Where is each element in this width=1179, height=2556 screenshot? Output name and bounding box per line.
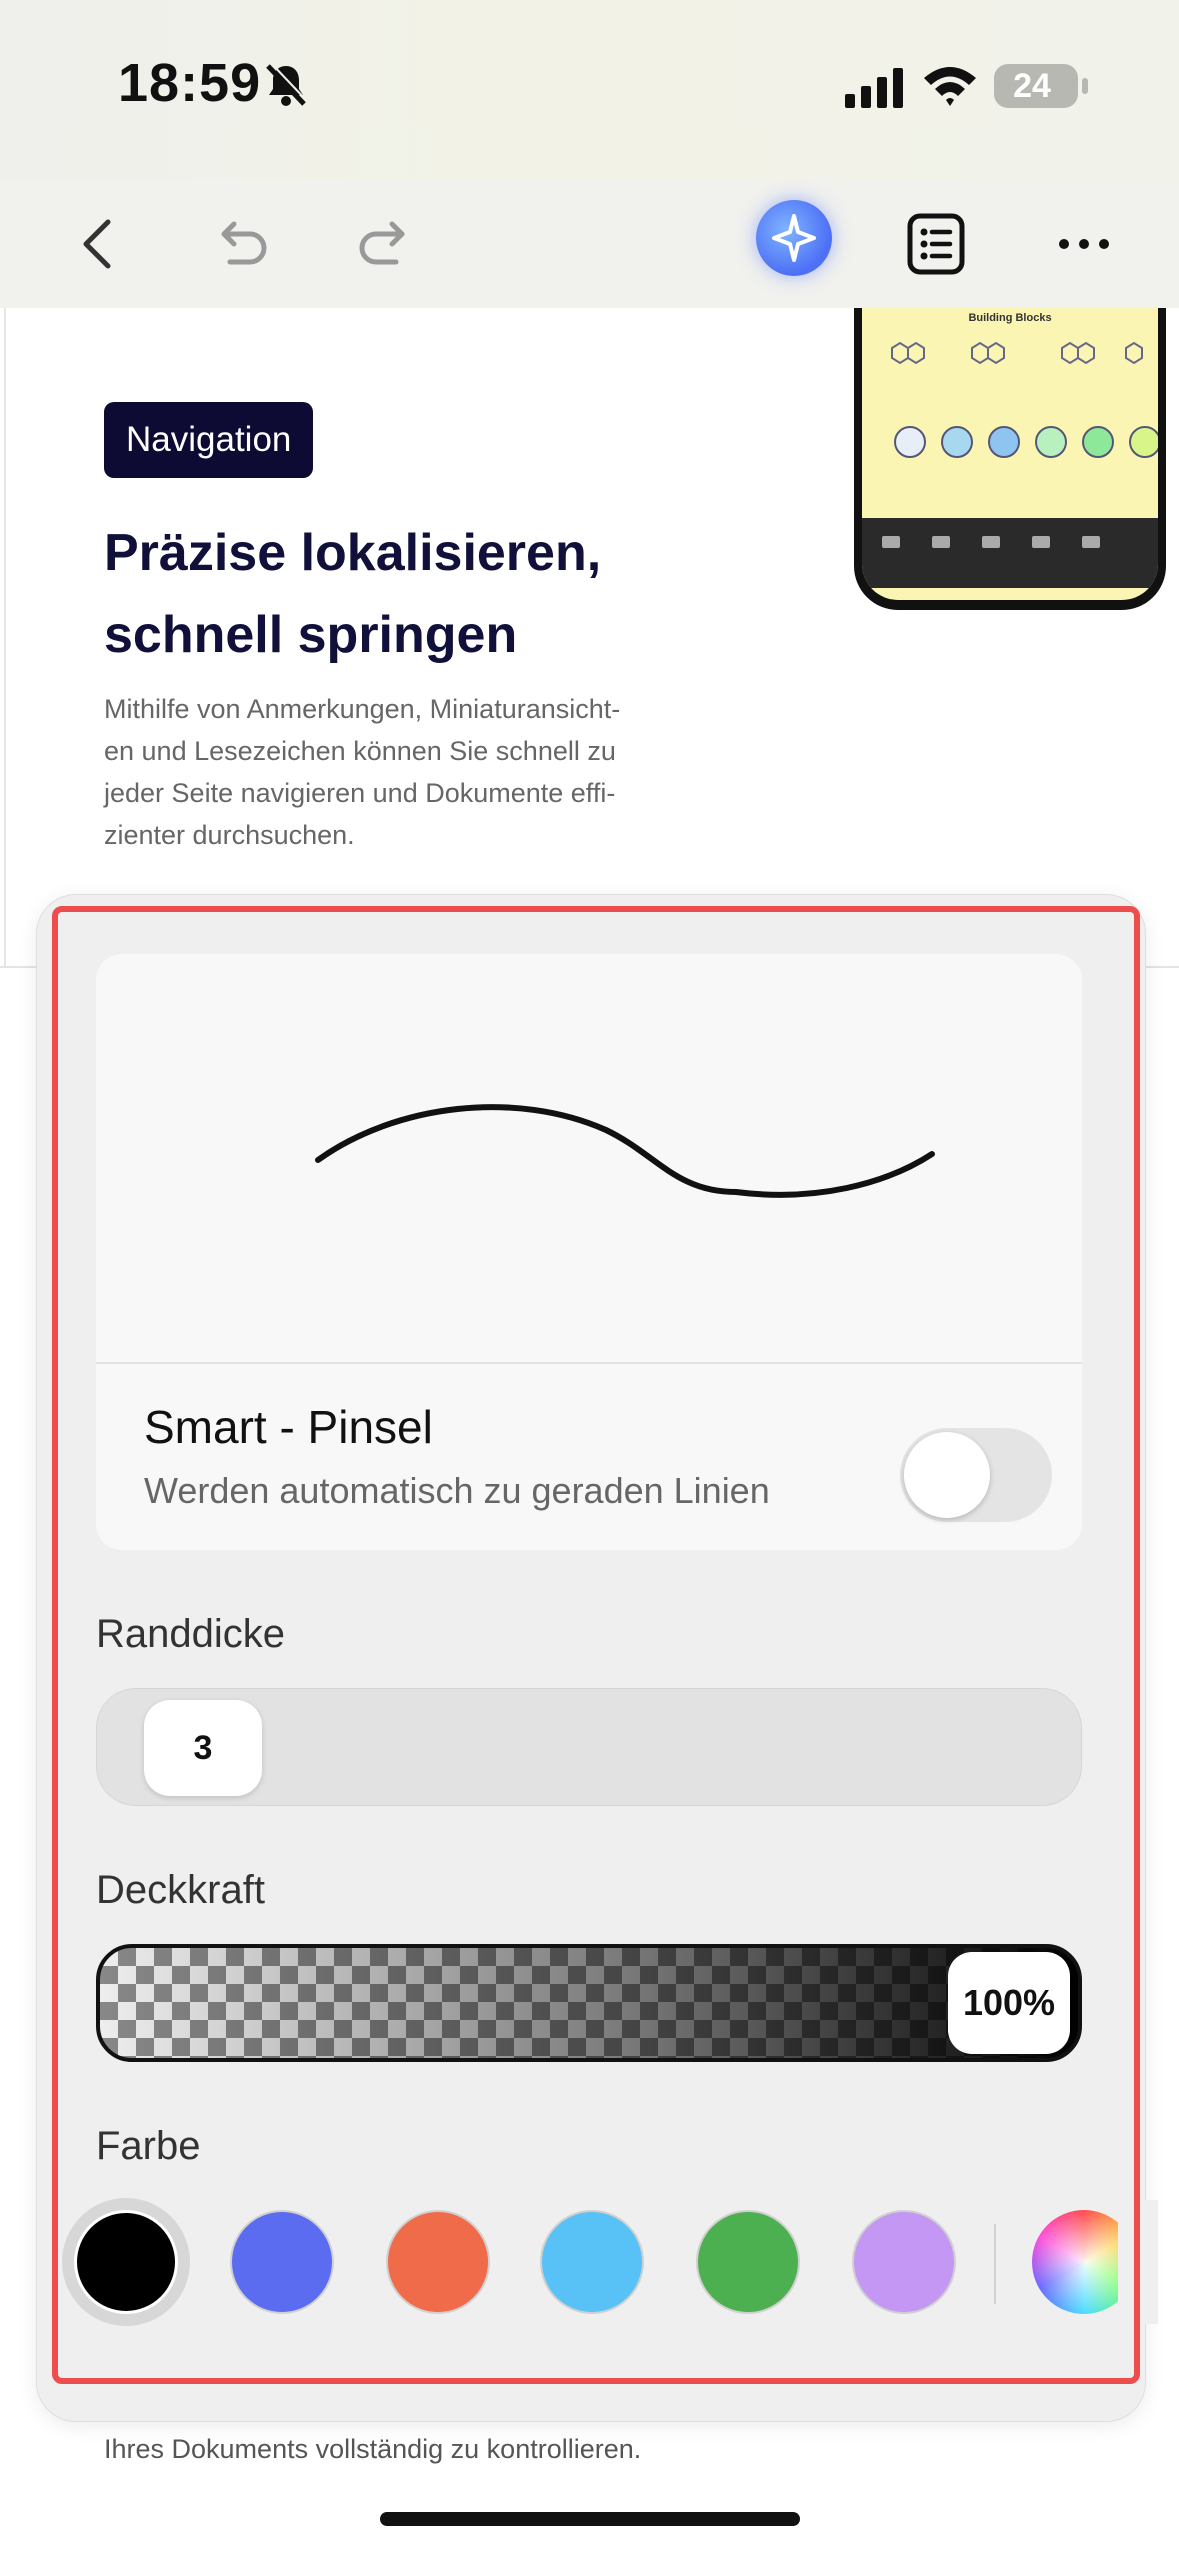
document-footnote: Ihres Dokuments vollständig zu kontrollieren. bbox=[104, 2434, 642, 2464]
opacity-slider-thumb[interactable]: 100% bbox=[948, 1952, 1070, 2054]
section-description: Mithilfe von Anmerkungen, Miniaturansicht- en und Lesezeichen können Sie schnell zu jeder Seite navigieren und Dokumente effi- zienter durchsuchen. bbox=[104, 694, 621, 850]
smart-brush-subtitle: Werden automatisch zu geraden Linien bbox=[144, 1470, 770, 1511]
section-heading: Präzise lokalisieren, schnell springen bbox=[104, 524, 602, 664]
home-indicator bbox=[380, 2512, 800, 2526]
section-badge: Navigation bbox=[104, 402, 313, 478]
molecule-illustration bbox=[862, 308, 1158, 588]
page-edge bbox=[4, 308, 6, 968]
phone-preview-title: Building Blocks bbox=[968, 312, 1052, 324]
top-toolbar bbox=[0, 180, 1179, 309]
battery-indicator: 24 bbox=[994, 64, 1078, 108]
more-options-icon[interactable] bbox=[1044, 204, 1124, 284]
highlight-frame bbox=[52, 906, 1140, 2384]
clock: 18:59 bbox=[118, 53, 262, 113]
ai-sparkle-icon bbox=[756, 200, 832, 276]
bell-muted-icon bbox=[264, 62, 308, 108]
back-chevron-icon[interactable] bbox=[60, 204, 140, 284]
signal-icon bbox=[845, 68, 905, 108]
thickness-slider-thumb[interactable]: 3 bbox=[144, 1700, 262, 1796]
redo-icon[interactable] bbox=[346, 204, 426, 284]
phone-mockup-image bbox=[854, 308, 1166, 610]
smart-brush-title: Smart - Pinsel bbox=[144, 1401, 433, 1453]
status-bar bbox=[0, 0, 1179, 180]
opacity-label: Deckkraft bbox=[96, 1868, 265, 1912]
thickness-label: Randdicke bbox=[96, 1612, 286, 1656]
undo-icon[interactable] bbox=[200, 204, 280, 284]
wifi-icon bbox=[922, 64, 978, 108]
outline-list-icon[interactable] bbox=[896, 204, 976, 284]
ai-assistant-button[interactable] bbox=[756, 200, 832, 276]
color-label: Farbe bbox=[96, 2124, 201, 2168]
